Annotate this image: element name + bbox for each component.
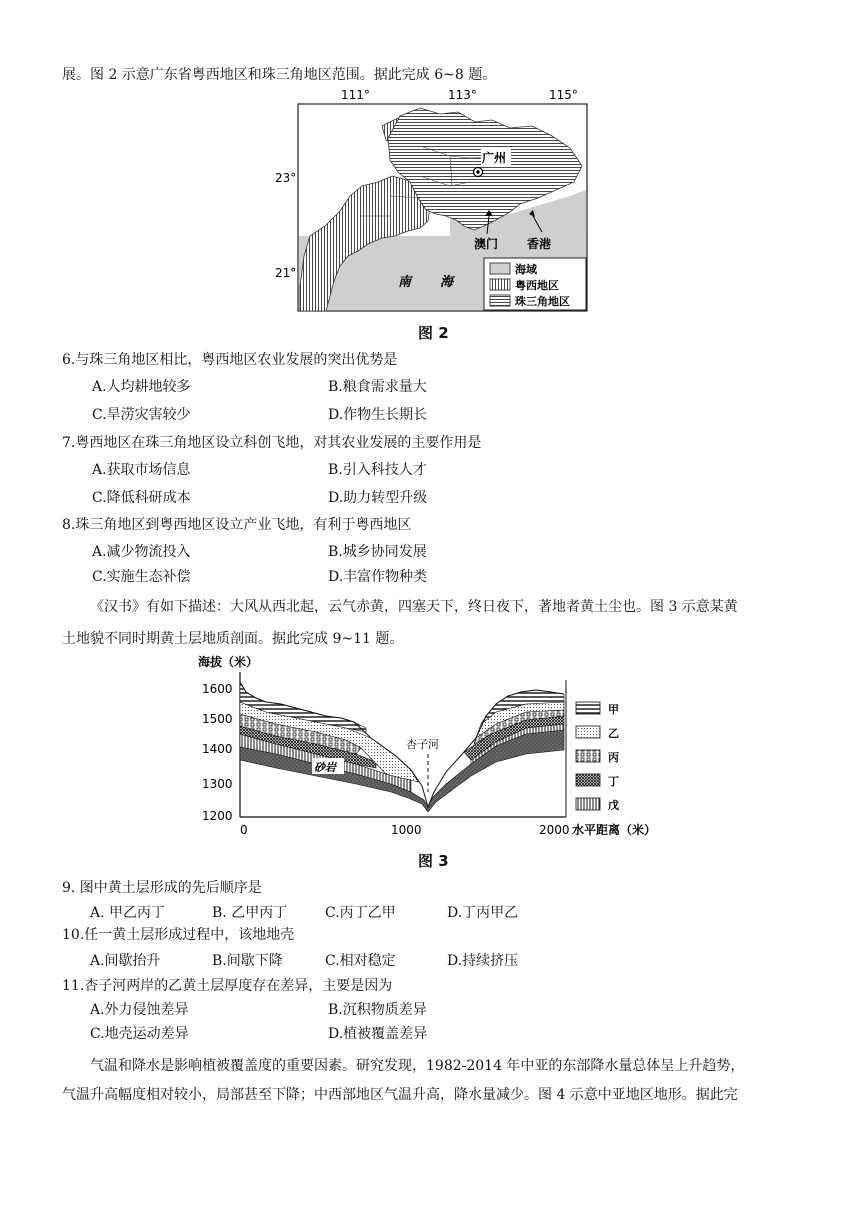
intro-text: 展。图 2 示意广东省粤西地区和珠三角地区范围。据此完成 6~8 题。 — [62, 67, 497, 83]
q7-option-d[interactable]: D.助力转型升级 — [328, 490, 428, 506]
figure-2-caption: 图 2 — [418, 324, 449, 342]
figure-3-caption: 图 3 — [418, 852, 449, 870]
q7-option-a[interactable]: A.获取市场信息 — [92, 462, 191, 478]
passage-3-line-2: 气温升高幅度相对较小，局部甚至下降；中西部地区气温升高，降水量减少。图 4 示意中亚地区地形。据此完 — [62, 1087, 738, 1103]
q9-option-c[interactable]: C.丙丁乙甲 — [325, 905, 396, 921]
y-axis-label: 海拔（米） — [198, 655, 259, 669]
sea-name: 海 — [440, 275, 454, 290]
question-11-stem: 11.杏子河两岸的乙黄土层厚度存在差异，主要是因为 — [62, 978, 393, 994]
loess-profile — [196, 652, 666, 842]
river-label: 杏子河 — [406, 738, 439, 751]
q6-option-d[interactable]: D.作物生长期长 — [328, 407, 428, 423]
lon-label: 111° — [341, 88, 370, 102]
q8-option-c[interactable]: C.实施生态补偿 — [92, 569, 191, 585]
passage-3-line-1: 气温和降水是影响植被覆盖度的重要因素。研究发现，1982-2014 年中亚的东部降水量总体呈上升趋势， — [90, 1058, 745, 1074]
sandstone-label: 砂岩 — [314, 761, 336, 774]
q10-option-c[interactable]: C.相对稳定 — [325, 953, 396, 969]
q8-option-d[interactable]: D.丰富作物种类 — [328, 569, 428, 585]
q10-option-b[interactable]: B.间歇下降 — [212, 953, 283, 969]
legend-label: 珠三角地区 — [515, 295, 570, 308]
question-8-stem: 8.珠三角地区到粤西地区设立产业飞地，有利于粤西地区 — [62, 517, 412, 533]
q11-option-d[interactable]: D.植被覆盖差异 — [328, 1026, 428, 1042]
q7-option-c[interactable]: C.降低科研成本 — [92, 490, 191, 506]
q11-option-a[interactable]: A.外力侵蚀差异 — [90, 1002, 189, 1018]
legend-label: 丙 — [608, 751, 619, 764]
x-tick: 2000 — [539, 823, 570, 837]
q9-option-d[interactable]: D.丁丙甲乙 — [447, 905, 519, 921]
question-10-stem: 10.任一黄土层形成过程中，该地地壳 — [62, 927, 295, 943]
lat-label: 23° — [275, 171, 297, 185]
legend-label: 丁 — [608, 775, 619, 788]
x-axis-label: 水平距离（米） — [572, 823, 657, 837]
passage-2-line-1: 《汉书》有如下描述：大风从西北起，云气赤黄，四塞天下，终日夜下，著地者黄土尘也。图 3 示意某黄 — [90, 599, 738, 615]
legend-label: 乙 — [608, 727, 619, 740]
legend-label: 粤西地区 — [515, 279, 559, 292]
y-tick: 1600 — [202, 682, 233, 696]
lat-label: 21° — [275, 266, 297, 280]
q10-option-a[interactable]: A.间歇抬升 — [90, 953, 161, 969]
q11-option-c[interactable]: C.地壳运动差异 — [90, 1026, 189, 1042]
hongkong-label: 香港 — [527, 237, 552, 251]
q8-option-a[interactable]: A.减少物流投入 — [92, 544, 191, 560]
question-9-stem: 9. 图中黄土层形成的先后顺序是 — [62, 880, 262, 896]
legend-label: 甲 — [608, 703, 619, 716]
q9-option-a[interactable]: A. 甲乙丙丁 — [90, 905, 166, 921]
x-tick: 1000 — [391, 823, 422, 837]
y-tick: 1200 — [202, 809, 233, 823]
sea-name: 南 — [398, 275, 412, 290]
profile-legend — [576, 702, 619, 812]
passage-2-line-2: 土地貌不同时期黄土层地质剖面。据此完成 9~11 题。 — [62, 631, 404, 647]
q8-option-b[interactable]: B.城乡协同发展 — [328, 544, 427, 560]
q6-option-c[interactable]: C.旱涝灾害较少 — [92, 407, 191, 423]
map-legend — [484, 258, 586, 310]
y-tick: 1400 — [202, 742, 233, 756]
q11-option-b[interactable]: B.沉积物质差异 — [328, 1002, 427, 1018]
x-tick: 0 — [240, 823, 248, 837]
lon-label: 115° — [549, 88, 578, 102]
guangdong-map — [270, 86, 600, 326]
legend-label: 戊 — [608, 799, 619, 812]
q6-option-a[interactable]: A.人均耕地较多 — [92, 379, 191, 395]
question-7-stem: 7.粤西地区在珠三角地区设立科创飞地，对其农业发展的主要作用是 — [62, 435, 482, 451]
q9-option-b[interactable]: B. 乙甲丙丁 — [212, 905, 288, 921]
q10-option-d[interactable]: D.持续挤压 — [447, 953, 519, 969]
guangzhou-label: 广州 — [482, 151, 507, 165]
y-tick: 1500 — [202, 712, 233, 726]
legend-label: 海域 — [515, 263, 537, 276]
q6-option-b[interactable]: B.粮食需求量大 — [328, 379, 427, 395]
macau-label: 澳门 — [474, 237, 499, 251]
q7-option-b[interactable]: B.引入科技人才 — [328, 462, 427, 478]
question-6-stem: 6.与珠三角地区相比，粤西地区农业发展的突出优势是 — [62, 352, 398, 368]
y-tick: 1300 — [202, 777, 233, 791]
lon-label: 113° — [448, 88, 477, 102]
